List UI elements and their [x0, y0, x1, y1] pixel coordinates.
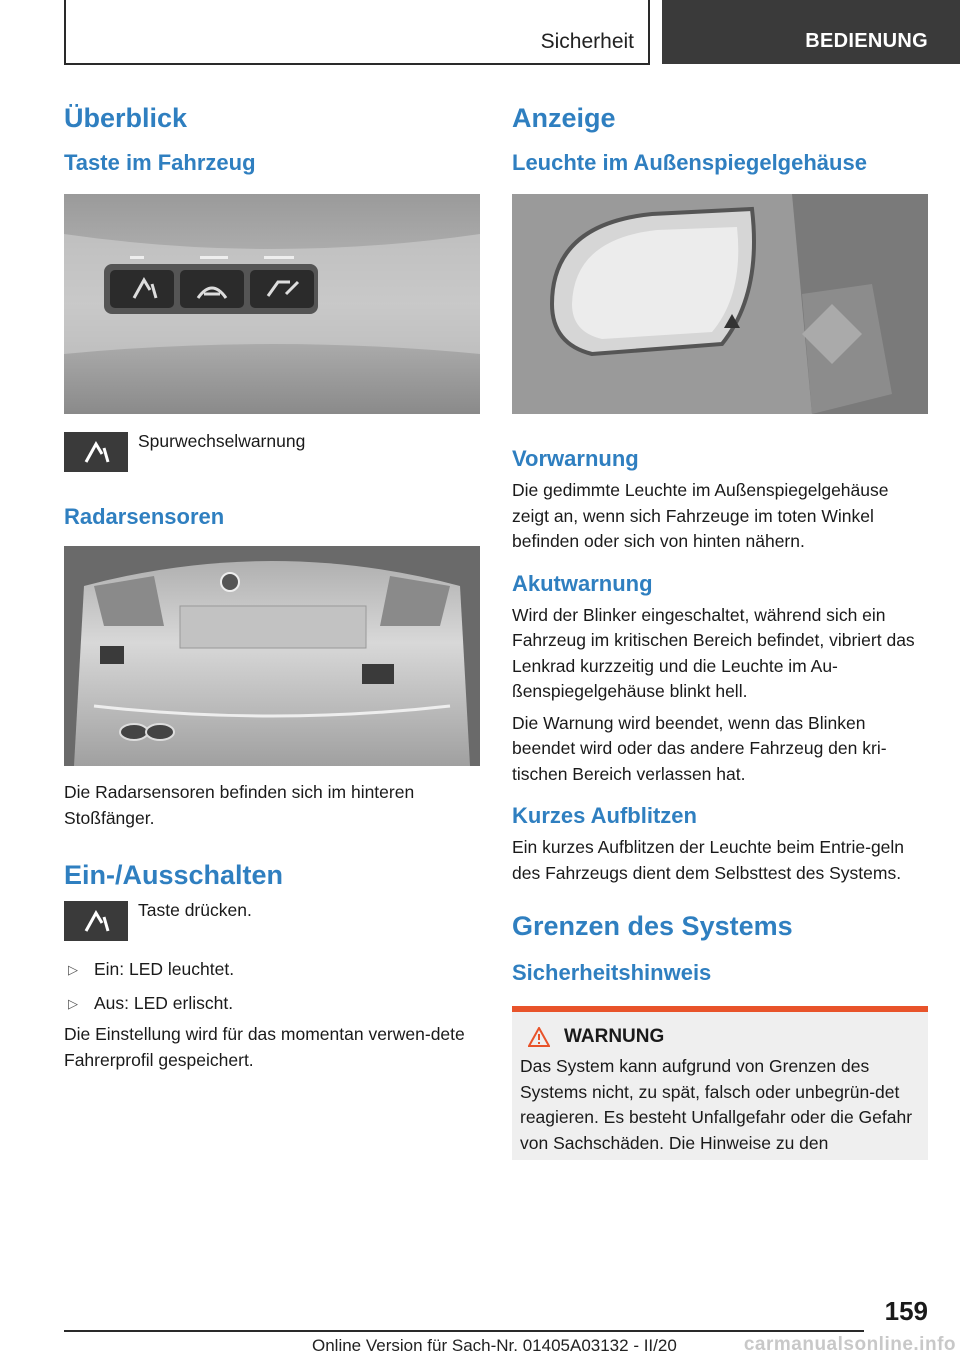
prewarning-text: Die gedimmte Leuchte im Außenspiegelgehäuse zeigt an, wenn sich Fahrzeuge im toten Winkel befinden oder sich von hinten nähern.: [512, 480, 889, 551]
press-button-row: [64, 901, 480, 941]
heading-button-in-vehicle: Taste im Fahrzeug: [64, 150, 256, 175]
right-column: [512, 100, 928, 1160]
header-chapter-tab: BEDIENUNG: [662, 0, 960, 64]
heading-on-off: Ein-/Ausschalten: [64, 860, 284, 890]
heading-mirror-light: Leuchte im Außenspiegelgehäuse: [512, 150, 867, 175]
warning-text: Das System kann aufgrund von Grenzen des Systems nicht, zu spät, falsch oder unbegrün-det reagieren. Es besteht Unfallgefahr oder die Gefahr von Sachschäden. Die Hinweise zu den: [520, 1056, 913, 1153]
page-number: 159: [884, 1296, 928, 1326]
radar-description: Die Radarsensoren befinden sich im hinteren Stoßfänger.: [64, 782, 415, 828]
heading-safety-note: Sicherheitshinweis: [512, 960, 712, 985]
header-rule-bottom: [64, 63, 650, 65]
footer-version-text: Online Version für Sach-Nr. 01405A03132 - II/20: [312, 1336, 677, 1355]
short-flash-text: Ein kurzes Aufblitzen der Leuchte beim Entrie-geln des Fahrzeugs dient dem Selbsttest des Systems.: [512, 837, 905, 883]
icon-caption-row: [64, 432, 480, 472]
acute-warning-text: Wird der Blinker eingeschaltet, während sich ein Fahrzeug im kritischen Bereich befindet, vibriert das Lenkrad kurzzeitig und die Leuchte im Au-ßenspiegelgehäuse blinkt hell.: [512, 604, 915, 701]
left-column: [64, 100, 480, 1073]
watermark: carmanualsonline.info: [743, 1334, 956, 1355]
warning-box: [512, 1006, 928, 1160]
rear-bumper-photo: [64, 546, 480, 766]
heading-short-flash: Kurzes Aufblitzen: [512, 803, 697, 828]
button-panel-photo: [64, 194, 480, 414]
list-item: ▷ Aus: LED erlischt.: [64, 991, 480, 1017]
lane-change-warning-icon: [64, 432, 128, 472]
heading-overview: Überblick: [64, 103, 188, 133]
list-item: ▷ Ein: LED leuchtet.: [64, 957, 480, 983]
footer-rule: [64, 1330, 864, 1332]
heading-radar-sensors: Radarsensoren: [64, 504, 225, 529]
triangle-bullet-icon: ▷: [68, 995, 78, 1011]
warning-title-row: [528, 1026, 920, 1048]
acute-warning-end-text: Die Warnung wird beendet, wenn das Blinken beendet wird oder das andere Fahrzeug den kri-tischen Bereich verlassen hat.: [512, 712, 887, 784]
side-mirror-photo: [512, 194, 928, 414]
triangle-bullet-icon: ▷: [68, 962, 78, 977]
warning-triangle-icon: [528, 1027, 550, 1047]
header-rule-right: [648, 0, 650, 64]
heading-acute-warning: Akutwarnung: [512, 570, 653, 596]
lane-change-warning-icon: [64, 901, 128, 941]
heading-prewarning: Vorwarnung: [512, 446, 639, 471]
header-section-title: Sicherheit: [540, 30, 634, 53]
icon-caption: Spurwechselwarnung: [138, 431, 306, 451]
on-off-list: [64, 957, 480, 1016]
driver-profile-text: Die Einstellung wird für das momentan verwen-dete Fahrerprofil gespeichert.: [64, 1024, 465, 1070]
heading-system-limits: Grenzen des Systems: [512, 911, 793, 941]
heading-display: Anzeige: [512, 103, 616, 133]
press-button-text: Taste drücken.: [138, 900, 252, 920]
header-rule-left: [64, 0, 66, 64]
warning-title: WARNUNG: [564, 1026, 665, 1047]
